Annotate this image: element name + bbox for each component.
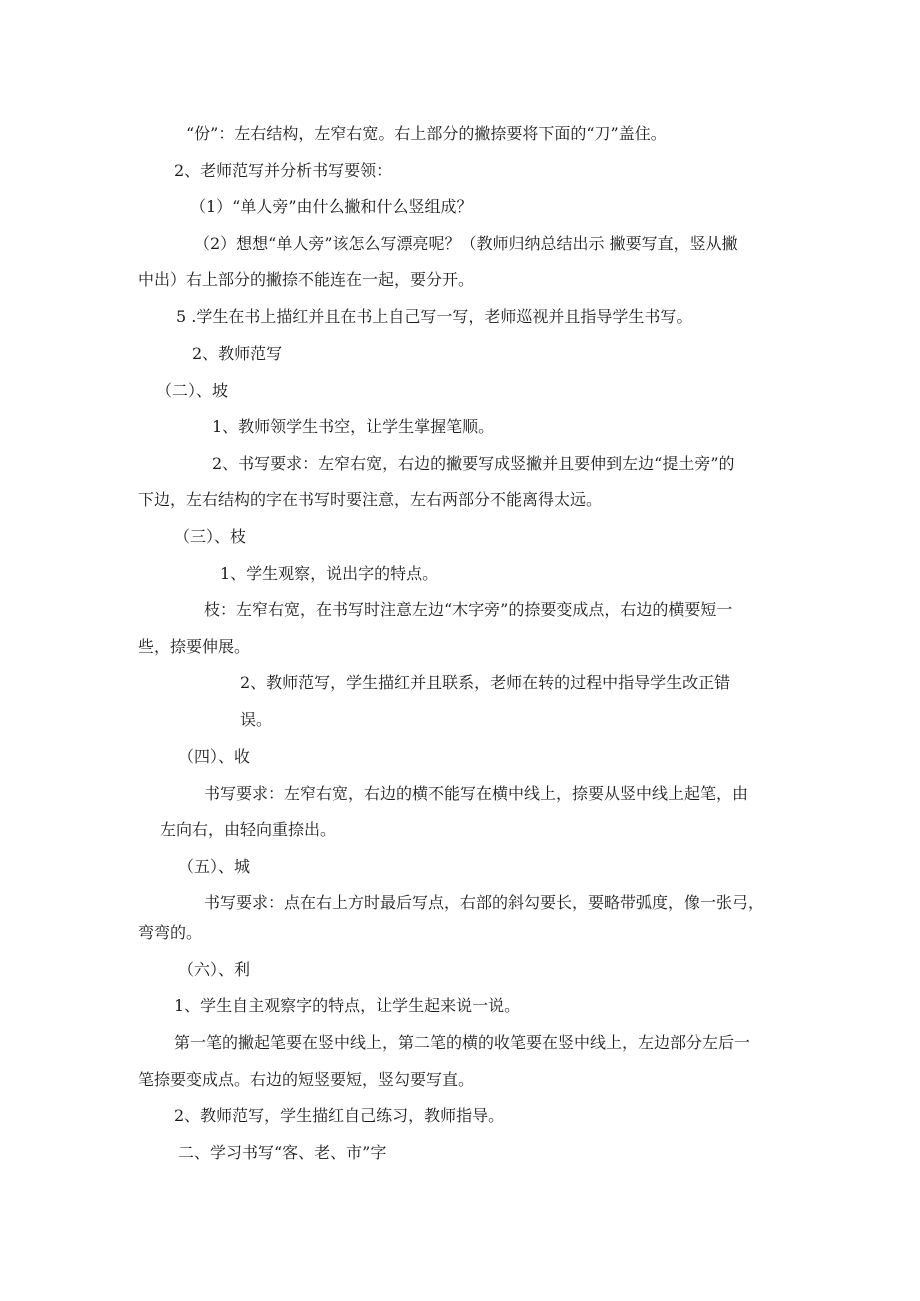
text-line: 1、教师领学生书空，让学生掌握笔顺。 [212, 417, 495, 436]
text-line: （2）想想“单人旁”该怎么写漂亮呢？（教师归纳总结出示 撇要写直，竖从撇 [194, 234, 738, 253]
section-heading: （六）、利 [178, 960, 251, 979]
text-line: 笔捺要变成点。右边的短竖要短，竖勾要写直。 [138, 1070, 475, 1089]
text-line: 中出）右上部分的撇捺不能连在一起，要分开。 [138, 270, 475, 289]
section-heading: （四）、收 [178, 747, 251, 766]
text-line: 1、学生观察，说出字的特点。 [220, 564, 439, 583]
section-heading: （二）、坡 [156, 381, 229, 400]
text-line: 弯弯的。 [138, 923, 203, 942]
text-line: 5 .学生在书上描红并且在书上自己写一写，老师巡视并且指导学生书写。 [176, 307, 693, 326]
text-line: 2、书写要求：左窄右宽，右边的撇要写成竖撇并且要伸到左边“提土旁”的 [212, 454, 735, 473]
section-heading: 二、学习书写“客、老、市”字 [178, 1143, 387, 1162]
section-heading: （五）、城 [178, 857, 251, 876]
text-line: （1）“单人旁”由什么撇和什么竖组成？ [190, 197, 473, 216]
text-line: 书写要求：左窄右宽，右边的横不能写在横中线上，捺要从竖中线上起笔，由 [204, 784, 749, 803]
text-line: 2、老师范写并分析书写要领： [174, 161, 393, 180]
text-line: 些，捺要伸展。 [138, 637, 251, 656]
text-line: 书写要求：点在右上方时最后写点，右部的斜勾要长，要略带弧度，像一张弓， [204, 893, 765, 912]
text-line: 2、教师范写，学生描红自己练习，教师指导。 [174, 1106, 505, 1125]
section-heading: （三）、枝 [174, 527, 247, 546]
text-line: 左向右，由轻向重捺出。 [160, 820, 337, 839]
text-line: 下边，左右结构的字在书写时要注意，左右两部分不能离得太远。 [138, 490, 603, 509]
text-line: 2、教师范写 [192, 344, 283, 363]
text-line: 枝：左窄右宽，在书写时注意左边“木字旁”的捺要变成点，右边的横要短一 [204, 600, 733, 619]
text-line: 2、教师范写，学生描红并且联系，老师在转的过程中指导学生改正错 [240, 673, 731, 692]
text-line: 误。 [240, 710, 273, 729]
text-line: “份”：左右结构，左窄右宽。右上部分的撇捺要将下面的“刀”盖住。 [186, 124, 667, 143]
text-line: 1、学生自主观察字的特点，让学生起来说一说。 [174, 996, 521, 1015]
text-line: 第一笔的撇起笔要在竖中线上，第二笔的横的收笔要在竖中线上，左边部分左后一 [174, 1033, 751, 1052]
